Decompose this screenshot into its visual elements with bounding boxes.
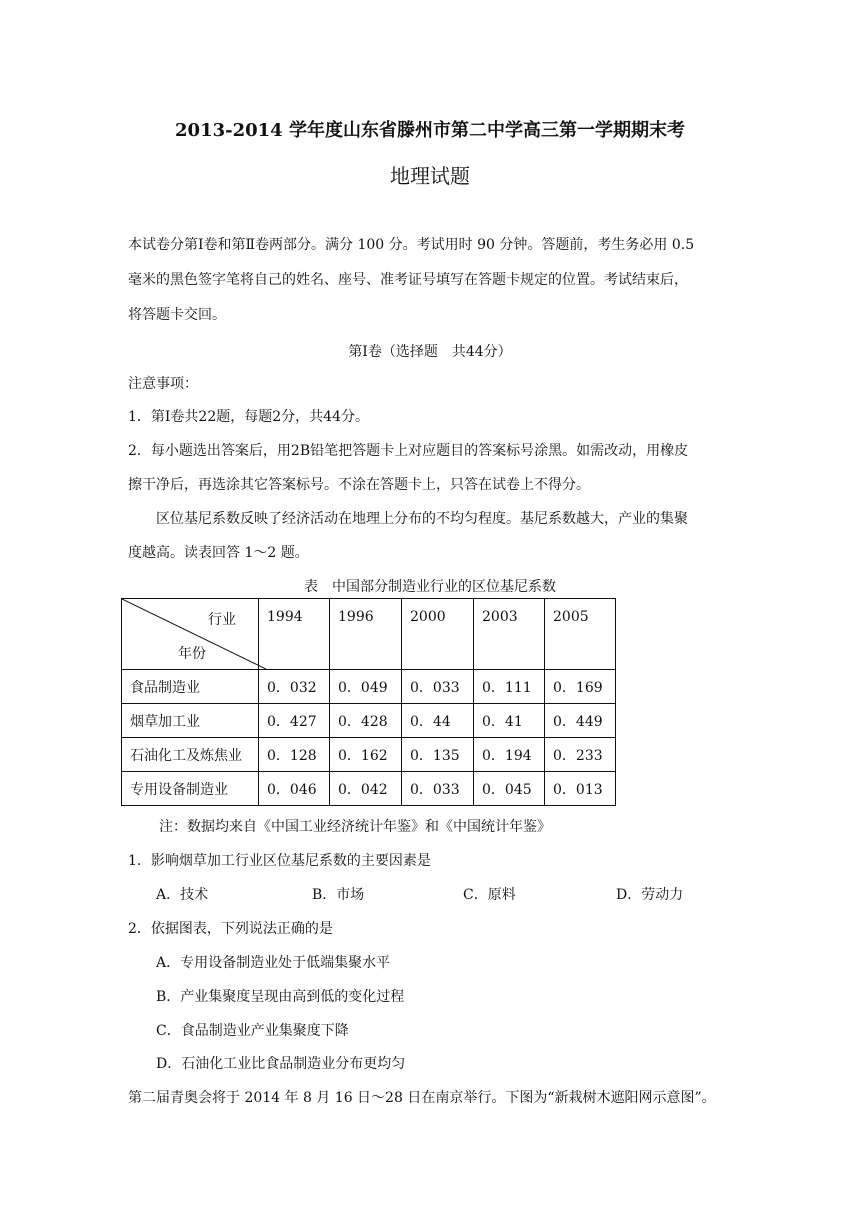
intro-line-1: 本试卷分第Ⅰ卷和第Ⅱ卷两部分。满分 100 分。考试用时 90 分钟。答题前，考生务必用 0.5 [128, 237, 695, 253]
passage-line-2: 度越高。读表回答 1～2 题。 [128, 545, 309, 561]
year-header: 2000 [402, 599, 474, 670]
year-header: 2003 [474, 599, 545, 670]
intro-line-2: 毫米的黑色签字笔将自己的姓名、座号、准考证号填写在答题卡规定的位置。考试结束后， [128, 272, 688, 288]
intro-line-3: 将答题卡交回。 [128, 307, 226, 323]
table-cell: 0．046 [259, 772, 330, 806]
table-cell: 0．013 [545, 772, 616, 806]
q2-option-d: D．石油化工业比食品制造业分布更均匀 [156, 1056, 406, 1072]
table-header-row [122, 599, 616, 670]
table-cell: 0．049 [330, 670, 402, 704]
table-corner-cell [122, 599, 259, 670]
row-label: 专用设备制造业 [122, 772, 259, 806]
question-2-stem: 2．依据图表，下列说法正确的是 [128, 921, 333, 937]
table-cell: 0．162 [330, 738, 402, 772]
table-row [122, 772, 616, 806]
q1-option-b: B．市场 [312, 887, 365, 903]
table-cell: 0．44 [402, 704, 474, 738]
table-cell: 0．194 [474, 738, 545, 772]
table-note: 注：数据均来自《中国工业经济统计年鉴》和《中国统计年鉴》 [159, 819, 551, 835]
corner-label-industry: 行业 [208, 612, 236, 628]
table-cell: 0．41 [474, 704, 545, 738]
note-2b: 擦干净后，再选涂其它答案标号。不涂在答题卡上，只答在试卷上不得分。 [128, 477, 590, 493]
table-cell: 0．032 [259, 670, 330, 704]
table-cell: 0．042 [330, 772, 402, 806]
table-cell: 0．428 [330, 704, 402, 738]
q1-option-c: C．原料 [463, 887, 516, 903]
q2-option-c: C．食品制造业产业集聚度下降 [156, 1023, 349, 1039]
year-header: 1994 [259, 599, 330, 670]
table-row [122, 738, 616, 772]
q1-option-d: D．劳动力 [616, 887, 684, 903]
note-1: 1．第Ⅰ卷共22题，每题2分，共44分。 [128, 409, 369, 425]
table-cell: 0．111 [474, 670, 545, 704]
passage-last-line: 第二届青奥会将于 2014 年 8 月 16 日～28 日在南京举行。下图为“新栽树木遮阳网示意图”。 [128, 1090, 716, 1106]
table-cell: 0．045 [474, 772, 545, 806]
table-cell: 0．033 [402, 772, 474, 806]
table-row [122, 704, 616, 738]
section-heading: 第Ⅰ卷（选择题 共44分） [348, 344, 512, 360]
table-row [122, 670, 616, 704]
gini-table [121, 598, 616, 806]
table-cell: 0．449 [545, 704, 616, 738]
row-label: 食品制造业 [122, 670, 259, 704]
question-1-stem: 1．影响烟草加工行业区位基尼系数的主要因素是 [128, 853, 431, 869]
row-label: 烟草加工业 [122, 704, 259, 738]
year-header: 2005 [545, 599, 616, 670]
exam-title: 2013-2014 学年度山东省滕州市第二中学高三第一学期期末考 [175, 120, 685, 141]
q1-option-a: A．技术 [156, 887, 209, 903]
table-cell: 0．033 [402, 670, 474, 704]
q2-option-b: B．产业集聚度呈现由高到低的变化过程 [156, 989, 405, 1005]
note-2a: 2．每小题选出答案后，用2B铅笔把答题卡上对应题目的答案标号涂黑。如需改动，用橡皮 [128, 443, 689, 459]
table-cell: 0．233 [545, 738, 616, 772]
corner-label-year: 年份 [178, 646, 206, 662]
exam-subtitle: 地理试题 [390, 164, 470, 188]
table-cell: 0．135 [402, 738, 474, 772]
table-cell: 0．128 [259, 738, 330, 772]
table-cell: 0．169 [545, 670, 616, 704]
table-cell: 0．427 [259, 704, 330, 738]
table-caption: 表 中国部分制造业行业的区位基尼系数 [304, 579, 556, 595]
passage-line-1: 区位基尼系数反映了经济活动在地理上分布的不均匀程度。基尼系数越大，产业的集聚 [156, 511, 688, 527]
year-header: 1996 [330, 599, 402, 670]
notes-title: 注意事项： [128, 376, 198, 392]
row-label: 石油化工及炼焦业 [122, 738, 259, 772]
q2-option-a: A．专用设备制造业处于低端集聚水平 [156, 955, 391, 971]
